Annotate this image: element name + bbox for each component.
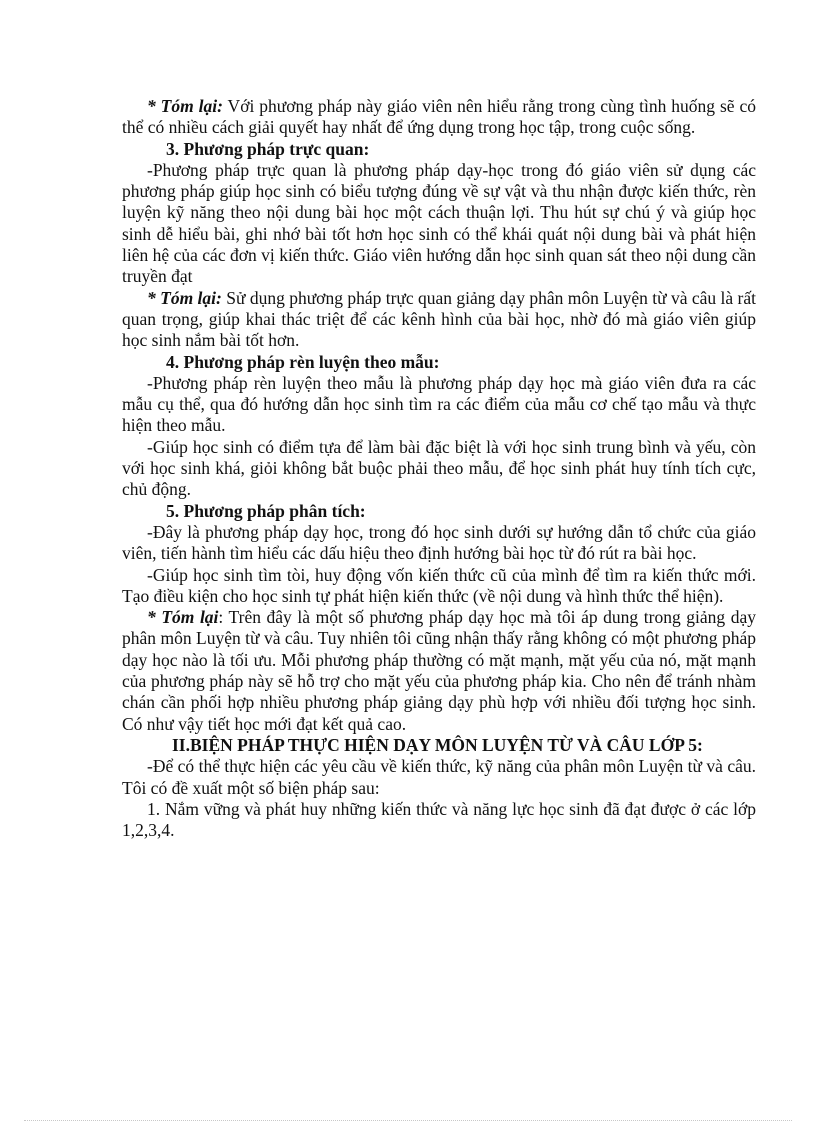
summary-paragraph-2: [122, 288, 756, 352]
summary-lead: * Tóm lại:: [147, 287, 222, 308]
part-heading-II: II.BIỆN PHÁP THỰC HIỆN DẠY MÔN LUYỆN TỪ VÀ CÂU LỚP 5:: [172, 734, 703, 755]
section-heading-3: 3. Phương pháp trực quan:: [166, 138, 370, 159]
summary-paragraph-1: [122, 96, 756, 139]
body-paragraph-visual-method: -Phương pháp trực quan là phương pháp dạy-học trong đó giáo viên sử dụng các phương pháp giúp học sinh có biểu tượng đúng về sự vật và thu nhận được kiến thức, rèn luyện kỹ năng theo nội dung bài học một cách thuận lợi. Thu hút sự chú ý và giúp học sinh dễ hiểu bài, ghi nhớ bài tốt hơn học sinh có thể khái quát nội dung bài và phát hiện liên hệ của các đơn vị kiến thức. Giáo viên hướng dẫn học sinh quan sát theo nội dung cần truyền đạt: [122, 159, 756, 287]
summary-text: Sử dụng phương pháp trực quan giảng dạy phân môn Luyện từ và câu là rất quan trọng, giúp khai thác triệt để các kênh hình của bài học, nhờ đó mà giáo viên giúp học sinh nắm bài tốt hơn.: [122, 287, 757, 351]
body-paragraph-measure-1: 1. Nắm vững và phát huy những kiến thức và năng lực học sinh đã đạt được ở các lớp 1,2,3,4.: [122, 798, 756, 841]
document-page: [122, 96, 756, 841]
section-heading-4: 4. Phương pháp rèn luyện theo mẫu:: [166, 351, 440, 372]
summary-paragraph-3: [122, 607, 756, 735]
body-paragraph-proposal: -Để có thể thực hiện các yêu cầu về kiến thức, kỹ năng của phân môn Luyện từ và câu. Tôi có đề xuất một số biện pháp sau:: [122, 756, 756, 798]
summary-lead: * Tóm lại: [147, 607, 219, 628]
page-bottom-rule: [24, 1120, 792, 1121]
section-heading-5: 5. Phương pháp phân tích:: [166, 500, 366, 521]
summary-text: : Trên đây là một số phương pháp dạy học mà tôi áp dung trong giảng dạy phân môn Luyện từ và câu. Tuy nhiên tôi cũng nhận thấy rằng không có một phương pháp dạy học nào là tối ưu. Mỗi phương pháp thường có mặt mạnh, mặt yếu của nó, mặt mạnh của phương pháp này sẽ hỗ trợ cho mặt yếu của phương pháp kia. Cho nên để tránh nhàm chán cần phối hợp nhiều phương pháp giảng dạy phù hợp với nhiều đối tượng học sinh. Có như vậy tiết học mới đạt kết quả cao.: [122, 607, 756, 734]
body-paragraph-new-knowledge: -Giúp học sinh tìm tòi, huy động vốn kiến thức cũ của mình để tìm ra kiến thức mới. Tạo điều kiện cho học sinh tự phát hiện kiến thức (về nội dung và hình thức thể hiện).: [122, 564, 756, 606]
summary-text: Với phương pháp này giáo viên nên hiểu rằng trong cùng tình huống sẽ có thể có nhiều cách giải quyết hay nhất để ứng dụng trong học tập, trong cuộc sống.: [122, 96, 756, 138]
body-paragraph-analysis-method: -Đây là phương pháp dạy học, trong đó học sinh dưới sự hướng dẫn tổ chức của giáo viên, tiến hành tìm hiểu các dấu hiệu theo định hướng bài học từ đó rút ra bài học.: [122, 521, 756, 564]
summary-lead: * Tóm lại:: [147, 96, 223, 116]
body-paragraph-model-method: -Phương pháp rèn luyện theo mẫu là phương pháp dạy học mà giáo viên đưa ra các mẫu cụ thể, qua đó hướng dẫn học sinh tìm ra các điểm của mẫu cơ chế tạo mẫu và thực hiện theo mẫu.: [122, 372, 756, 436]
body-paragraph-support-point: -Giúp học sinh có điểm tựa để làm bài đặc biệt là với học sinh trung bình và yếu, còn với học sinh khá, giỏi không bắt buộc phải theo mẫu, để học sinh phát huy tính tích cực, chủ động.: [122, 436, 756, 500]
